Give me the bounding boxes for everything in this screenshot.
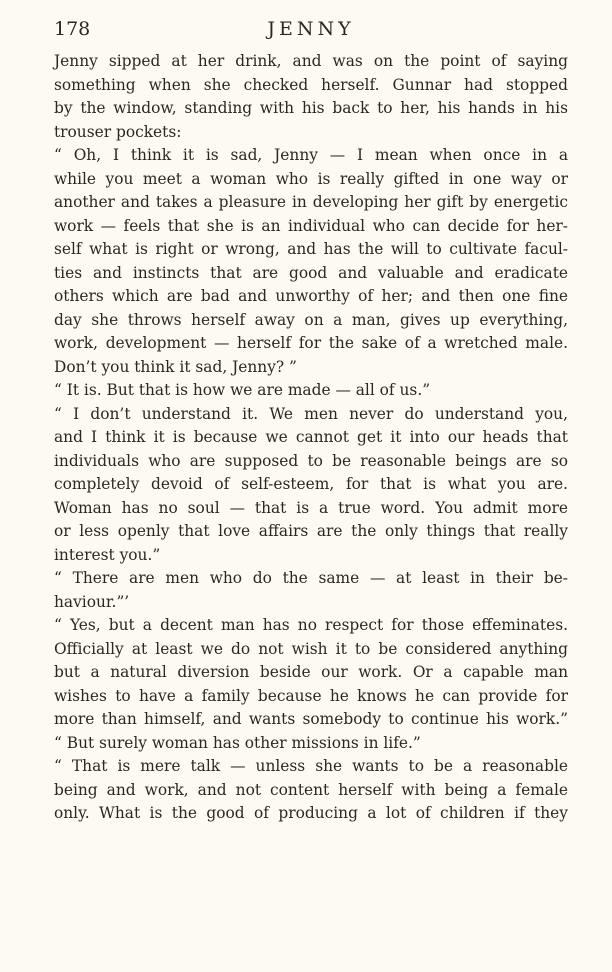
text-line: something when she checked herself. Gunnar had stopped: [54, 75, 568, 94]
text-line: trouser pockets:: [54, 122, 182, 141]
body-text: [54, 50, 568, 826]
text-line: interest you.”: [54, 545, 161, 564]
text-line: “ I don’t understand it. We men never do understand you,: [54, 404, 568, 423]
text-line: Woman has no soul — that is a true word. You admit more: [54, 498, 568, 517]
text-line: others which are bad and unworthy of her; and then one fine: [54, 287, 568, 305]
text-line: more than himself, and wants somebody to continue his work.”: [54, 710, 568, 728]
text-line: haviour.”’: [54, 592, 130, 611]
text-line: wishes to have a family because he knows he can provide for: [54, 686, 568, 705]
text-line: another and takes a pleasure in developing her gift by energetic: [54, 193, 568, 211]
page-header: [54, 18, 568, 46]
text-line: Jenny sipped at her drink, and was on the point of saying: [54, 52, 568, 70]
text-line: self what is right or wrong, and has the will to cultivate facul-: [54, 240, 568, 258]
text-line: by the window, standing with his back to her, his hands in his: [54, 99, 568, 117]
text-line: only. What is the good of producing a lot of children if they: [54, 804, 568, 822]
text-line: “ Oh, I think it is sad, Jenny — I mean when once in a: [54, 146, 568, 164]
text-line: “ There are men who do the same — at least in their be-: [54, 569, 568, 587]
text-line: but a natural diversion beside our work. Or a capable man: [54, 663, 568, 681]
running-title: JENNY: [267, 18, 355, 40]
text-line: “ It is. But that is how we are made — all of us.”: [54, 381, 431, 399]
text-line: Officially at least we do not wish it to be considered anything: [54, 639, 568, 658]
text-line: and I think it is because we cannot get it into our heads that: [54, 428, 568, 446]
text-line: day she throws herself away on a man, gives up everything,: [54, 310, 568, 329]
text-line: “ Yes, but a decent man has no respect for those effeminates.: [54, 616, 568, 634]
text-line: being and work, and not content herself with being a female: [54, 780, 568, 799]
page-number: 178: [54, 18, 91, 40]
text-line: while you meet a woman who is really gifted in one way or: [54, 169, 568, 188]
text-line: completely devoid of self-esteem, for that is what you are.: [54, 475, 568, 493]
text-line: ties and instincts that are good and valuable and eradicate: [54, 263, 568, 282]
text-line: individuals who are supposed to be reasonable beings are so: [54, 451, 568, 470]
text-line: “ But surely woman has other missions in life.”: [54, 733, 421, 752]
text-line: work — feels that she is an individual who can decide for her-: [54, 216, 568, 235]
text-line: or less openly that love affairs are the only things that really: [54, 522, 568, 540]
text-line: work, development — herself for the sake of a wretched male.: [54, 334, 568, 352]
text-line: Don’t you think it sad, Jenny? ”: [54, 357, 297, 376]
text-line: “ That is mere talk — unless she wants to be a reasonable: [54, 757, 568, 775]
